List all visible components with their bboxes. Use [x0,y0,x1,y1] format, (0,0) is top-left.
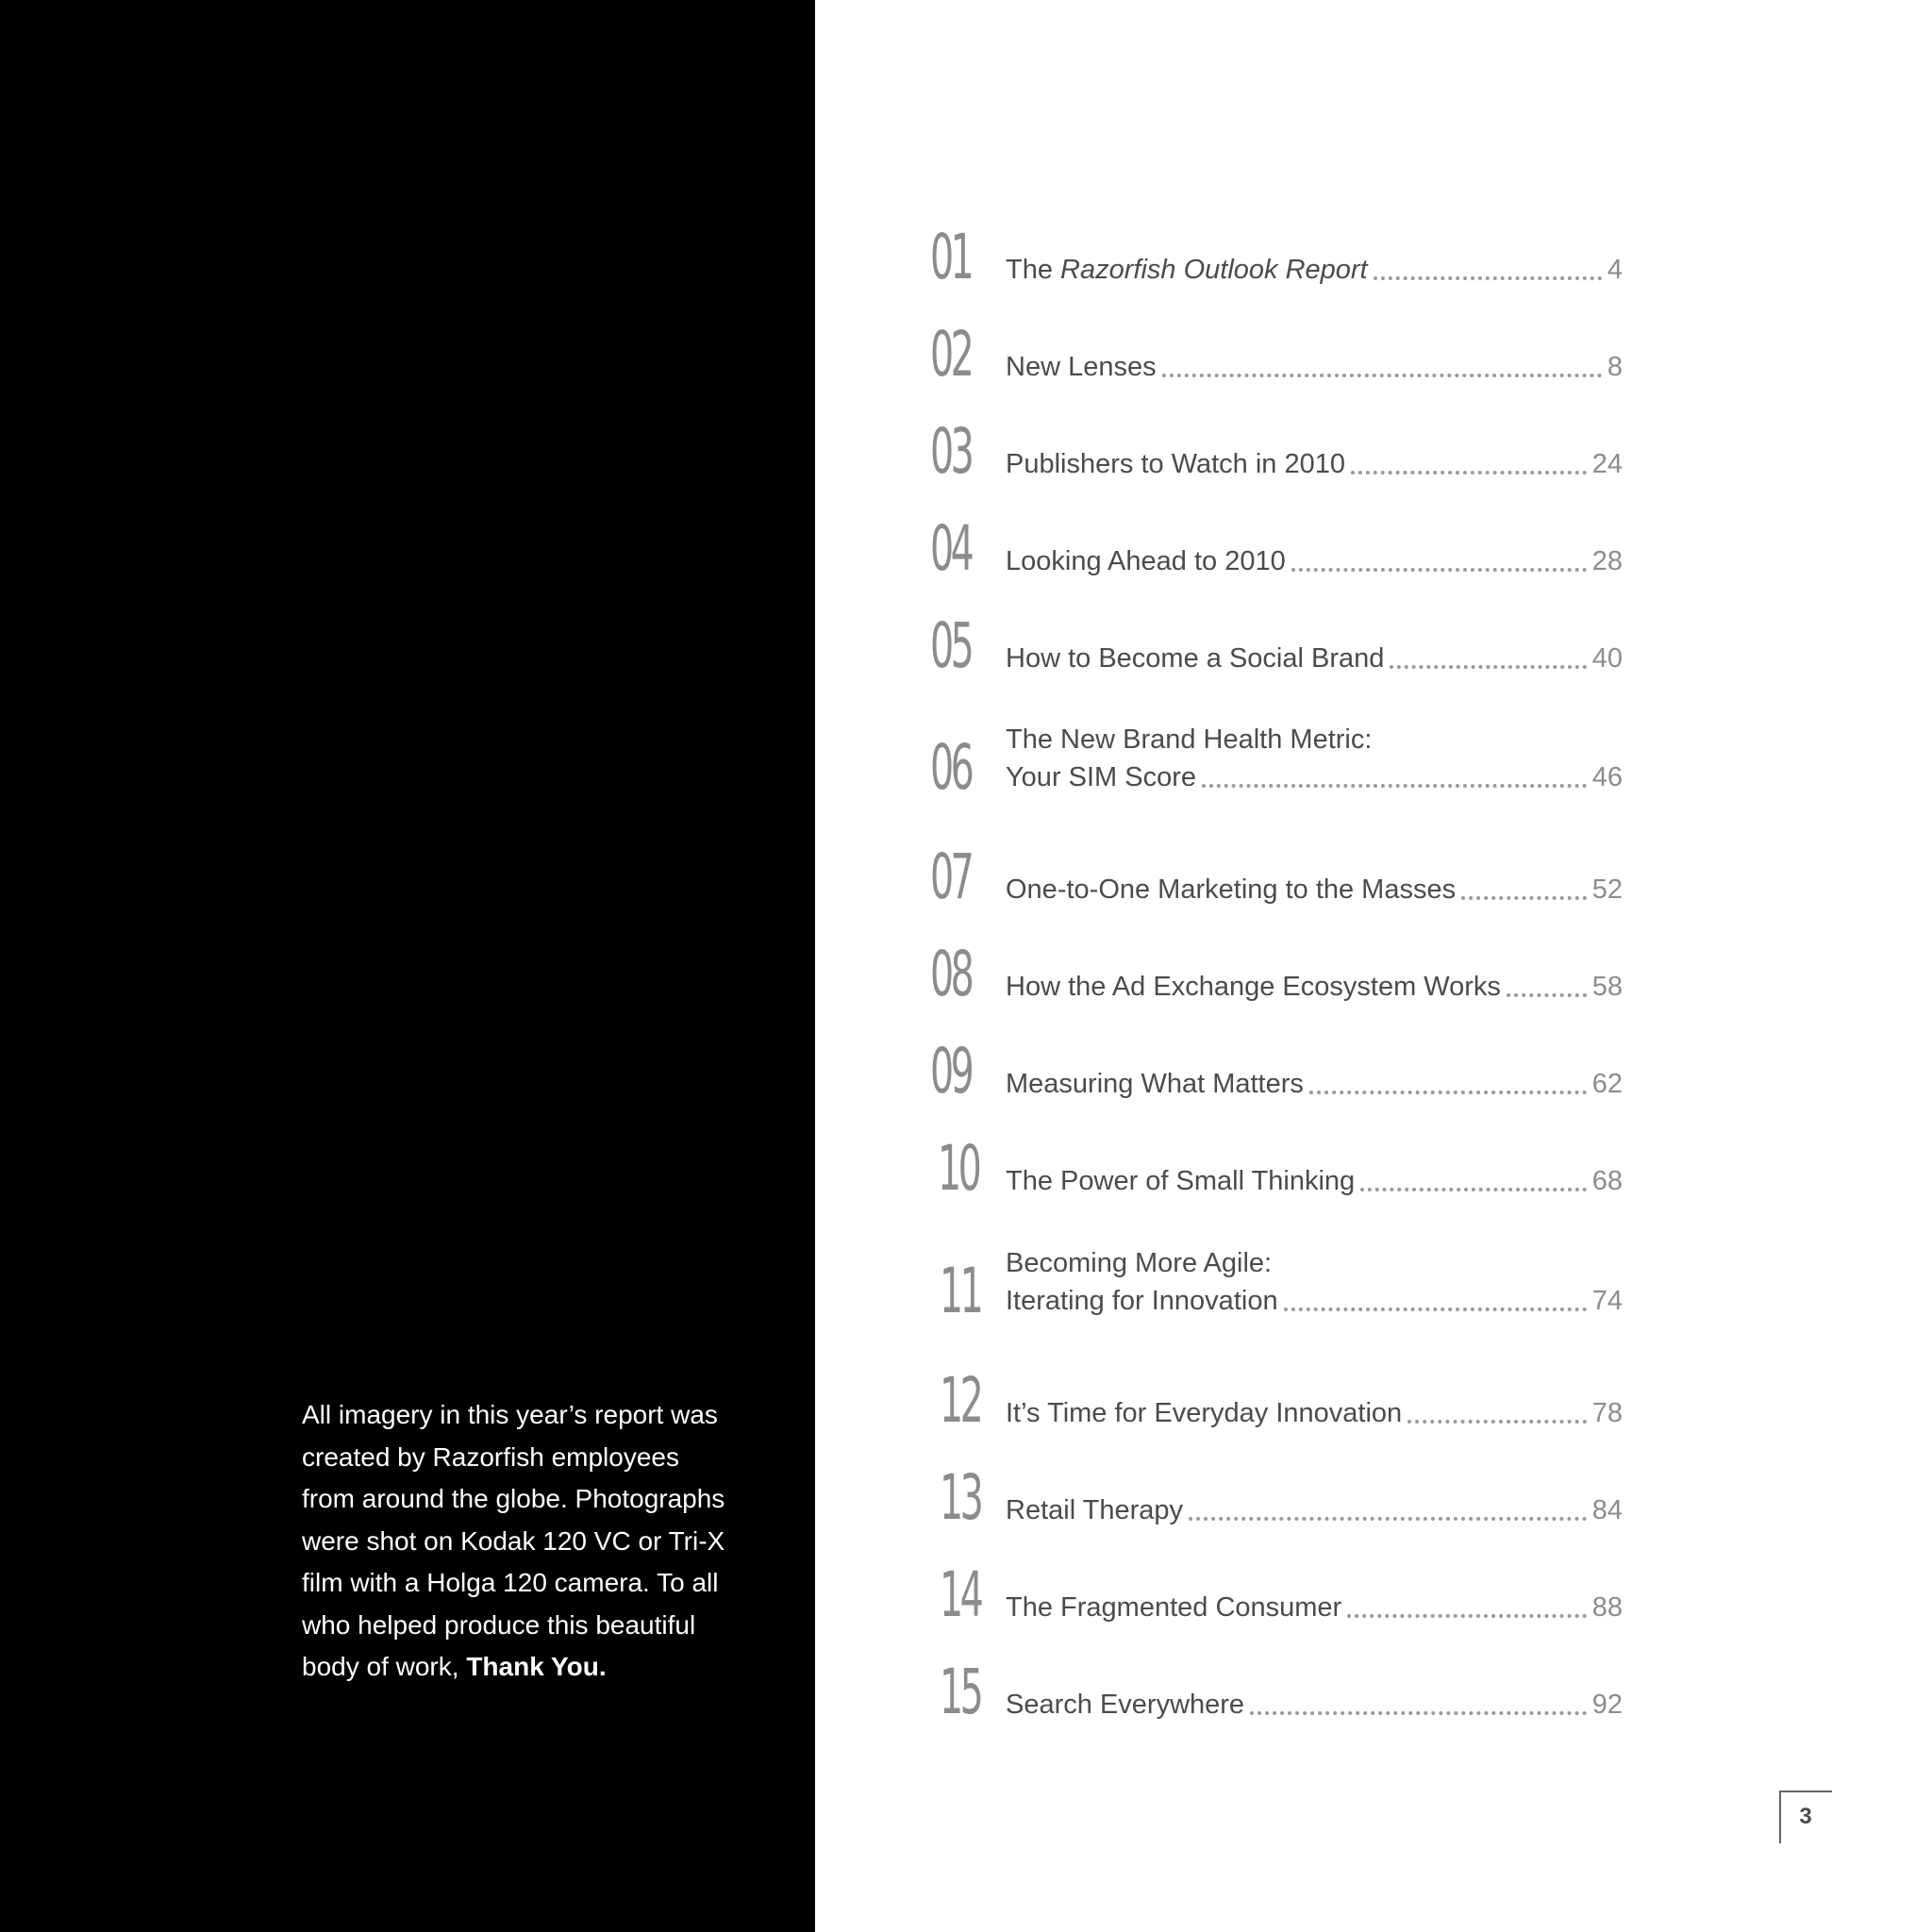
page-ref: 4 [1607,255,1623,285]
page-ref: 46 [1591,762,1623,792]
toc-item-05[interactable] [930,609,1623,698]
dot-leader [1360,1188,1587,1191]
chapter-title: How the Ad Exchange Ecosystem Works [1006,972,1501,1002]
credit-line: film with a Holga 120 camera. To all [302,1568,719,1597]
chapter-title: Retail Therapy [1006,1495,1184,1525]
toc-entry-row [1006,758,1623,796]
toc-item-04[interactable] [930,512,1623,601]
chapter-title: Iterating for Innovation [1006,1286,1278,1316]
dot-leader [1250,1711,1587,1715]
toc-entry-row [1006,968,1623,1006]
chapter-title: Looking Ahead to 2010 [1006,546,1286,576]
dot-leader [1461,896,1587,900]
toc-item-09[interactable] [930,1035,1623,1124]
chapter-number: 10 [938,1132,979,1205]
toc-entry-row [1006,251,1623,289]
chapter-number: 05 [930,609,972,682]
toc-entry-row [1006,1065,1623,1103]
toc-item-06[interactable] [930,721,1623,815]
dot-leader [1202,784,1587,788]
toc-entry-row [1006,348,1623,386]
toc-item-03[interactable] [930,415,1623,504]
chapter-title-italic: Razorfish Outlook Report [1060,255,1368,285]
toc-item-08[interactable] [930,938,1623,1026]
dot-leader [1507,993,1587,997]
page-ref: 78 [1591,1398,1623,1428]
credit-line: All imagery in this year’s report was [302,1400,718,1429]
dot-leader [1162,374,1602,377]
chapter-number: 15 [940,1656,981,1728]
credit-line: created by Razorfish employees [302,1441,679,1472]
toc-entry-row [1006,445,1623,483]
toc-entry-row [1006,871,1623,908]
dot-leader [1390,665,1586,669]
chapter-title: Measuring What Matters [1006,1069,1304,1099]
page-ref: 58 [1591,972,1623,1002]
credit-line: were shot on Kodak 120 VC or Tri-X [302,1525,725,1556]
page-ref: 74 [1591,1286,1623,1316]
chapter-title-line1: Becoming More Agile: [1006,1248,1273,1278]
chapter-title: The Power of Small Thinking [1006,1166,1356,1196]
chapter-number: 03 [930,415,972,488]
chapter-number: 01 [930,221,972,293]
toc-entry-row [1006,1282,1623,1320]
dot-leader [1374,276,1602,280]
chapter-number: 04 [930,512,972,585]
thank-you-text: Thank You. [466,1652,607,1681]
chapter-number: 08 [930,938,972,1010]
dot-leader [1407,1420,1587,1424]
credit-line: who helped produce this beautiful [302,1609,696,1640]
credit-line: from around the globe. Photographs [302,1484,725,1513]
page-ref: 52 [1591,874,1623,905]
toc-entry-row [1006,1589,1623,1626]
chapter-number: 06 [930,731,972,804]
page-ref: 62 [1591,1069,1623,1099]
chapter-title: It’s Time for Everyday Innovation [1006,1398,1403,1428]
chapter-title: The Fragmented Consumer [1006,1592,1342,1623]
chapter-number: 11 [940,1255,981,1327]
toc-item-01[interactable] [930,221,1623,309]
dot-leader [1309,1091,1587,1094]
chapter-title [1006,251,1368,289]
credit-line-prefix: body of work, [302,1652,467,1681]
page-ref: 84 [1591,1495,1623,1525]
page-ref: 40 [1591,643,1623,674]
page-number: 3 [1799,1804,1812,1829]
toc-item-10[interactable] [930,1132,1623,1221]
chapter-title-prefix: The [1006,255,1061,285]
chapter-number: 02 [930,318,972,391]
chapter-number: 14 [940,1558,981,1631]
dot-leader [1189,1517,1587,1521]
page-ref: 28 [1591,546,1623,576]
chapter-title-line1: The New Brand Health Metric: [1006,724,1373,755]
chapter-title: Search Everywhere [1006,1690,1245,1720]
toc-item-13[interactable] [930,1461,1623,1550]
page-ref: 8 [1607,352,1623,382]
toc-entry-row [1006,1491,1623,1529]
dot-leader [1291,568,1587,572]
toc-item-14[interactable] [930,1558,1623,1647]
chapter-title: Publishers to Watch in 2010 [1006,449,1346,479]
toc-entry-row [1006,1162,1623,1200]
chapter-number: 07 [930,841,972,913]
chapter-title: New Lenses [1006,352,1157,382]
chapter-number: 13 [940,1461,981,1534]
toc-item-15[interactable] [930,1656,1623,1744]
dot-leader [1284,1307,1587,1311]
toc-item-07[interactable] [930,841,1623,929]
page-ref: 88 [1591,1592,1623,1623]
dot-leader [1351,471,1587,475]
page-ref: 68 [1591,1166,1623,1196]
toc-item-11[interactable] [930,1244,1623,1339]
page-ref: 92 [1591,1690,1623,1720]
chapter-title: One-to-One Marketing to the Masses [1006,874,1457,905]
toc-item-12[interactable] [930,1364,1623,1453]
toc-entry-row [1006,542,1623,580]
chapter-number: 12 [940,1364,981,1437]
page-ref: 24 [1591,449,1623,479]
chapter-title: How to Become a Social Brand [1006,643,1385,674]
dot-leader [1347,1614,1587,1618]
toc-entry-row [1006,640,1623,677]
chapter-number: 09 [930,1035,972,1108]
toc-item-02[interactable] [930,318,1623,407]
chapter-title: Your SIM Score [1006,762,1197,792]
toc-entry-row [1006,1394,1623,1432]
toc-entry-row [1006,1686,1623,1724]
